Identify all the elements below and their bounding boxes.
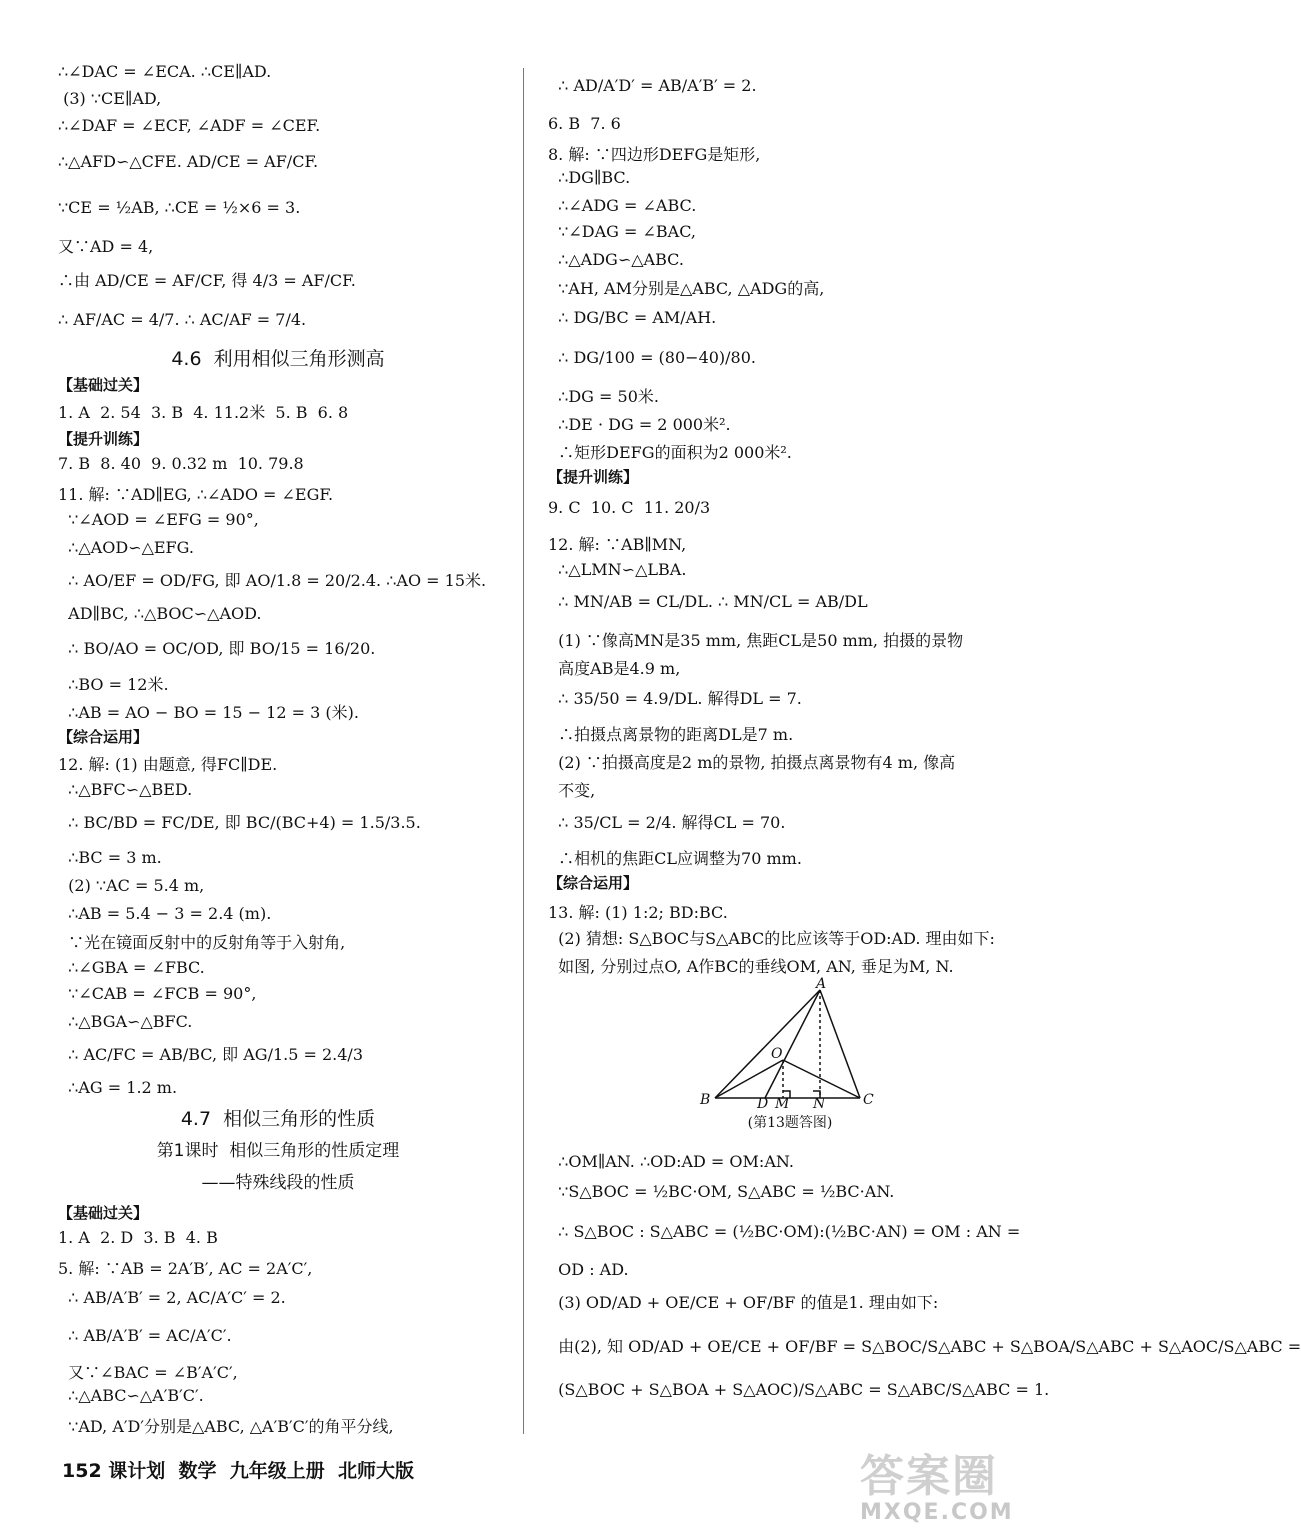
answer-line: ∴矩形DEFG的面积为2 000米². [548,443,792,462]
answer-line: AD∥BC, ∴△BOC∽△AOD. [58,604,262,623]
answer-line: ∴DG = 50米. [548,387,659,406]
answer-line: 8. 解: ∵四边形DEFG是矩形, [548,145,761,164]
answer-line: ∴△BGA∽△BFC. [58,1012,193,1031]
answer-line: ∴∠DAC = ∠ECA. ∴CE∥AD. [58,62,272,81]
answer-line: ∴ MN/AB = CL/DL. ∴ MN/CL = AB/DL [548,592,868,611]
answer-line: OD : AD. [548,1260,629,1279]
answer-line: ∴ AD/A′D′ = AB/A′B′ = 2. [548,76,757,95]
label-m: M [775,1096,790,1112]
triangle-figure [695,976,885,1131]
answer-line: (2) 猜想: S△BOC与S△ABC的比应该等于OD:AD. 理由如下: [548,929,995,948]
answer-line: ∴OM∥AN. ∴OD:AD = OM:AN. [548,1152,794,1171]
column-divider [523,68,524,1434]
label-b: B [700,1092,711,1108]
answer-line: (3) ∵CE∥AD, [58,89,162,108]
answer-line: ∴ AB/A′B′ = 2, AC/A′C′ = 2. [58,1288,286,1307]
lesson-subtitle: 第1课时 相似三角形的性质定理 [156,1141,400,1161]
section-label: 【提升训练】 [548,468,639,486]
label-c: C [863,1092,874,1108]
answer-line: ∴△AFD∽△CFE. AD/CE = AF/CF. [58,152,319,171]
answer-line: ∴ AB/A′B′ = AC/A′C′. [58,1326,232,1345]
answer-line: ∴△ADG∽△ABC. [548,250,684,269]
triangle-diagram [695,976,885,1112]
answer-line: 如图, 分别过点O, A作BC的垂线OM, AN, 垂足为M, N. [548,957,954,976]
answer-line: (3) OD/AD + OE/CE + OF/BF 的值是1. 理由如下: [548,1293,939,1312]
answer-line: 1. A 2. 54 3. B 4. 11.2米 5. B 6. 8 [58,403,349,422]
watermark-logo [860,1440,1040,1532]
answer-line: ∵∠DAG = ∠BAC, [548,222,696,241]
answer-line: ∴AB = 5.4 − 3 = 2.4 (m). [58,904,272,923]
answer-line: ∴DG∥BC. [548,168,631,187]
answer-line: ∴△LMN∽△LBA. [548,560,687,579]
section-heading: 4.6 利用相似三角形测高 [171,348,385,370]
answer-line: ∴拍摄点离景物的距离DL是7 m. [548,725,794,744]
answer-line: 9. C 10. C 11. 20/3 [548,498,711,517]
answer-line: ∴ DG/100 = (80−40)/80. [548,348,756,367]
answer-line: ∵AD, A′D′分别是△ABC, △A′B′C′的角平分线, [58,1417,394,1436]
answer-line: ∴△ABC∽△A′B′C′. [58,1386,204,1405]
answer-line: ∴△AOD∽△EFG. [58,538,194,557]
answer-line: 不变, [548,781,596,800]
answer-line: ∴BO = 12米. [58,675,169,694]
answer-line: 又∵AD = 4, [58,237,154,256]
answer-line: 又∵∠BAC = ∠B′A′C′, [58,1363,238,1382]
answer-line: ∴由 AD/CE = AF/CF, 得 4/3 = AF/CF. [58,271,356,290]
answer-line: ∴DE · DG = 2 000米². [548,415,731,434]
section-label: 【综合运用】 [548,874,639,892]
answer-line: 6. B 7. 6 [548,114,621,133]
answer-line: ∴△BFC∽△BED. [58,780,193,799]
answer-line: 1. A 2. D 3. B 4. B [58,1228,218,1247]
section-label: 【基础过关】 [58,376,149,394]
answer-line: 由(2), 知 OD/AD + OE/CE + OF/BF = S△BOC/S△ABC + S△BOA/S△ABC + S△AOC/S△ABC = [548,1337,1301,1356]
answer-line: ∵∠CAB = ∠FCB = 90°, [58,984,257,1003]
answer-line: ∴ AC/FC = AB/BC, 即 AG/1.5 = 2.4/3 [58,1045,364,1064]
label-n: N [813,1096,826,1112]
answer-line: ∵光在镜面反射中的反射角等于入射角, [58,933,346,952]
label-a: A [816,976,827,992]
label-d: D [757,1096,769,1112]
answer-line: ∴ BC/BD = FC/DE, 即 BC/(BC+4) = 1.5/3.5. [58,813,421,832]
section-label: 【基础过关】 [58,1204,149,1222]
answer-line: (2) ∵AC = 5.4 m, [58,876,205,895]
answer-line: ∴ AO/EF = OD/FG, 即 AO/1.8 = 20/2.4. ∴AO = 15米. [58,571,487,590]
answer-line: ∴ BO/AO = OC/OD, 即 BO/15 = 16/20. [58,639,376,658]
section-label: 【综合运用】 [58,728,149,746]
answer-line: (1) ∵像高MN是35 mm, 焦距CL是50 mm, 拍摄的景物 [548,631,964,650]
answer-line: ∴BC = 3 m. [58,848,162,867]
answer-line: ∵CE = ½AB, ∴CE = ½×6 = 3. [58,198,301,217]
answer-line: ∴ DG/BC = AM/AH. [548,308,717,327]
watermark-top: 答案圈 [860,1451,998,1502]
answer-line: 11. 解: ∵AD∥EG, ∴∠ADO = ∠EGF. [58,485,334,504]
answer-line: ∵∠AOD = ∠EFG = 90°, [58,510,259,529]
section-heading: 4.7 相似三角形的性质 [180,1108,376,1130]
answer-line: ∴ S△BOC : S△ABC = (½BC·OM):(½BC·AN) = OM : AN = [548,1222,1021,1241]
answer-line: 5. 解: ∵AB = 2A′B′, AC = 2A′C′, [58,1259,313,1278]
page-footer: 152 课计划 数学 九年级上册 北师大版 [62,1460,414,1482]
lesson-subtitle: ——特殊线段的性质 [201,1173,355,1193]
figure-caption: (第13题答图) [747,1115,833,1131]
answer-line: ∴ AF/AC = 4/7. ∴ AC/AF = 7/4. [58,310,307,329]
answer-line: ∴∠GBA = ∠FBC. [58,958,205,977]
answer-line: 13. 解: (1) 1:2; BD:BC. [548,903,728,922]
answer-line: ∴∠DAF = ∠ECF, ∠ADF = ∠CEF. [58,116,321,135]
answer-line: ∴相机的焦距CL应调整为70 mm. [548,849,802,868]
answer-line: 12. 解: ∵AB∥MN, [548,535,687,554]
section-label: 【提升训练】 [58,430,149,448]
answer-line: ∵AH, AM分别是△ABC, △ADG的高, [548,279,825,298]
answer-line: ∴∠ADG = ∠ABC. [548,196,697,215]
answer-line: 高度AB是4.9 m, [548,659,681,678]
answer-line: 7. B 8. 40 9. 0.32 m 10. 79.8 [58,454,304,473]
answer-line: ∵S△BOC = ½BC·OM, S△ABC = ½BC·AN. [548,1182,895,1201]
answer-line: ∴AG = 1.2 m. [58,1078,178,1097]
answer-line: 12. 解: (1) 由题意, 得FC∥DE. [58,755,278,774]
answer-line: ∴ 35/CL = 2/4. 解得CL = 70. [548,813,786,832]
answer-line: (S△BOC + S△BOA + S△AOC)/S△ABC = S△ABC/S△ABC = 1. [548,1380,1050,1399]
label-o: O [771,1046,783,1062]
answer-line: (2) ∵拍摄高度是2 m的景物, 拍摄点离景物有4 m, 像高 [548,753,956,772]
watermark-bottom: MXQE.COM [860,1500,1014,1525]
answer-line: ∴AB = AO − BO = 15 − 12 = 3 (米). [58,703,359,722]
answer-line: ∴ 35/50 = 4.9/DL. 解得DL = 7. [548,689,802,708]
